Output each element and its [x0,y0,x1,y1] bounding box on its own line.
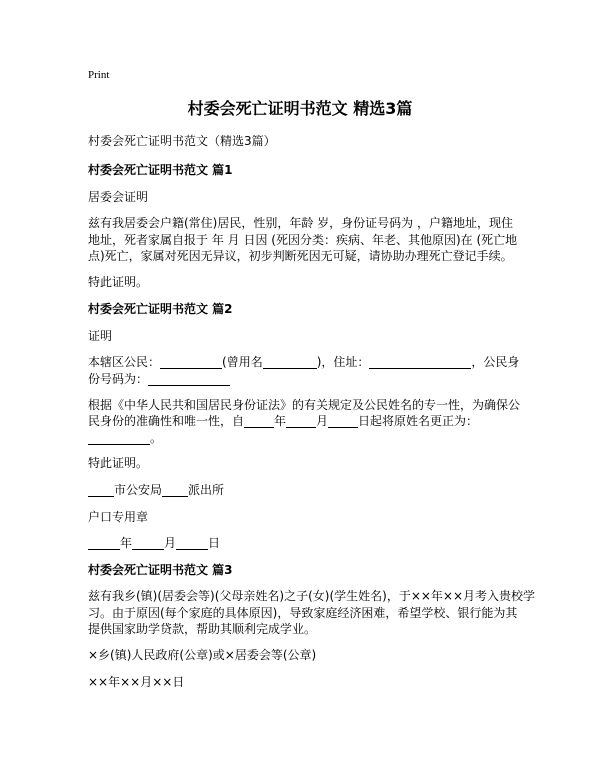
blank-new-name [88,430,150,445]
section1-org: 居委会证明 [88,190,149,204]
section2-citizen-line: 本辖区公民： (曾用名 )，住址： ，公民身 [88,355,520,369]
section2-closing: 特此证明。 [88,456,149,470]
document-title: 村委会死亡证明书范文 精选3篇 [187,99,413,118]
section2-date-line: 年 月 日 [88,533,528,553]
section3-line3: 提供国家助学贷款，帮助其顺利完成学业。 [88,622,317,636]
section2-law-line3: 。 [88,428,528,448]
section1-heading: 村委会死亡证明书范文 篇1 [88,163,233,177]
section1-body-line1: 兹有我居委会户籍(常住)居民，性别，年龄 岁，身份证号码为 ，户籍地址，现住 [88,216,513,230]
section1-body-line2: 地址，死者家属自报于 年 月 日因 (死因分类：疾病、年老、其他原因)在 (死亡地 [88,233,518,247]
section2-police-line: 市公安局 派出所 [88,480,528,500]
blank-id-number [148,371,230,386]
section2-seal: 户口专用章 [88,510,149,524]
blank-former-name [263,354,317,369]
section1-closing: 特此证明。 [88,275,149,289]
section1-body-line3: 点)死亡，家属对死因无异议，初步判断死因无可疑，请协助办理死亡登记手续。 [88,249,513,263]
section2-label: 证明 [88,329,113,343]
blank-name [160,354,222,369]
document-subtitle: 村委会死亡证明书范文（精选3篇） [88,134,276,148]
section2-id-line: 份号码为： [88,369,528,389]
section2-heading: 村委会死亡证明书范文 篇2 [88,302,233,316]
section3-signer: ×乡(镇)人民政府(公章)或×居委会等(公章) [88,648,317,662]
section3-date: ××年××月××日 [88,675,185,689]
section3-line1: 兹有我乡(镇)(居委会等)(父母亲姓名)之子(女)(学生姓名)，于××年××月考入贵校学 [88,589,536,603]
section3-line2: 习。由于原因(每个家庭的具体原因)，导致家庭经济困难，希望学校、银行能为其 [88,606,518,620]
print-label: Print [88,69,110,81]
section2-law-line1: 根据《中华人民共和国居民身份证法》的有关规定及公民姓名的专一性，为确保公 [88,398,521,412]
section3-heading: 村委会死亡证明书范文 篇3 [88,563,233,577]
section2-law-line2: 民身份的准确性和唯一性，自 年 月 日起将原姓名更正为： [88,414,479,428]
blank-address [369,354,471,369]
